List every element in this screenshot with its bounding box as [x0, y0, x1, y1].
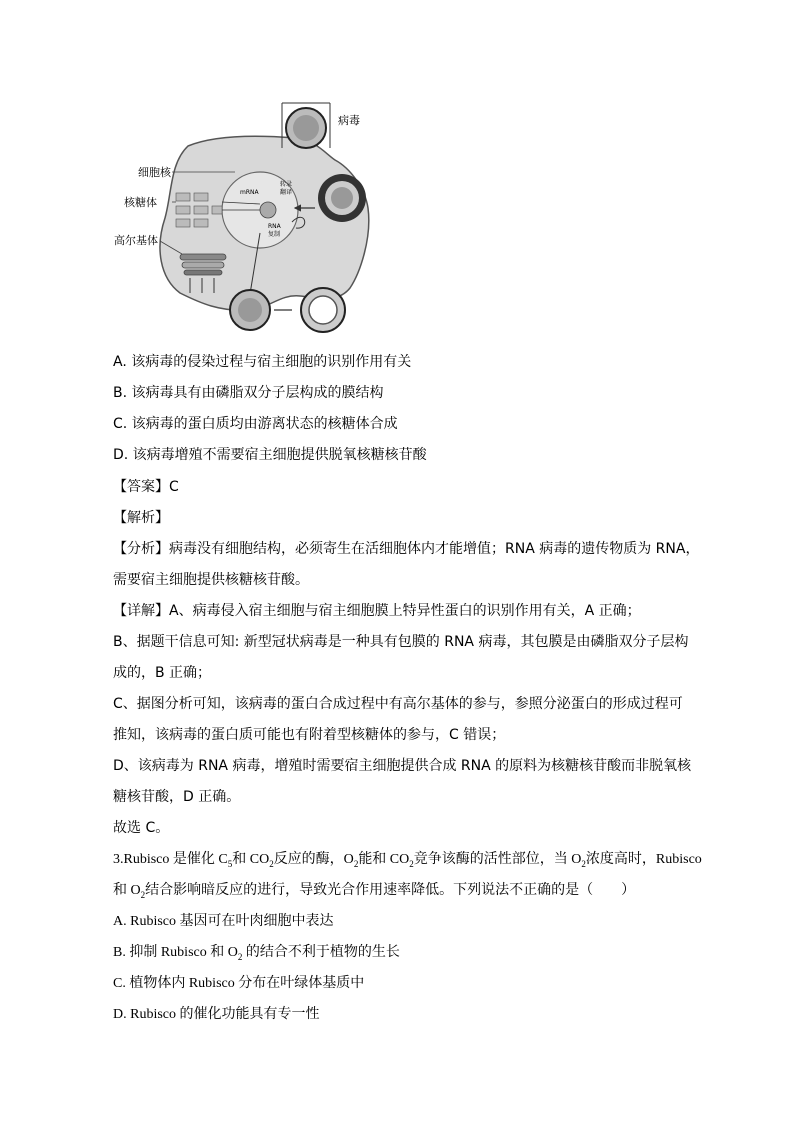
option-a: A. 该病毒的侵染过程与宿主细胞的识别作用有关 — [113, 354, 412, 370]
detail-line-7: 糖核苷酸，D 正确。 — [113, 789, 241, 805]
virus-exit-icon — [230, 290, 270, 330]
virus-infection-diagram — [110, 98, 380, 338]
answer-label: 【答案】 — [113, 479, 169, 495]
q3-option-a: A. Rubisco 基因可在叶肉细胞中表达 — [113, 914, 334, 929]
label-mrna: mRNA — [240, 189, 259, 196]
label-nucleus: 细胞核 — [138, 166, 171, 179]
question-3-line-1: 3.Rubisco 是催化 $C_5$和 $CO_2$反应的酶，$O_2$能和 $CO_2$竞争该酶的活性部位，当 $O_2$浓度高时，Rubisco — [113, 852, 702, 869]
detail-line-4: C、据图分析可知，该病毒的蛋白合成过程中有高尔基体的参与，参照分泌蛋白的形成过程可 — [113, 696, 683, 712]
virus-released-icon — [301, 288, 345, 332]
label-virus: 病毒 — [338, 114, 360, 127]
label-ribosome: 核糖体 — [124, 196, 157, 209]
virus-top-icon — [286, 108, 326, 148]
analysis-line-1: 【分析】病毒没有细胞结构，必须寄生在活细胞体内才能增值；RNA 病毒的遗传物质为 RNA， — [113, 541, 700, 557]
q3-option-d: D. Rubisco 的催化功能具有专一性 — [113, 1007, 320, 1022]
question-3-line-2: 和 $O_2$结合影响暗反应的进行，导致光合作用速率降低。下列说法不正确的是（ ） — [113, 883, 636, 900]
q3-option-c: C. 植物体内 Rubisco 分布在叶绿体基质中 — [113, 976, 365, 991]
option-c: C. 该病毒的蛋白质均由游离状态的核糖体合成 — [113, 416, 398, 432]
svg-text:复制: 复制 — [268, 231, 281, 238]
virus-entry-icon — [318, 174, 366, 222]
detail-line-1: 【详解】A、病毒侵入宿主细胞与宿主细胞膜上特异性蛋白的识别作用有关，A 正确； — [113, 603, 641, 619]
answer — [113, 477, 179, 497]
q3-option-b: B. 抑制 Rubisco 和 $O_2$ 的结合不利于植物的生长 — [113, 945, 400, 962]
option-d: D. 该病毒增殖不需要宿主细胞提供脱氧核糖核苷酸 — [113, 447, 427, 463]
label-golgi: 高尔基体 — [114, 234, 158, 247]
detail-line-6: D、该病毒为 RNA 病毒，增殖时需要宿主细胞提供合成 RNA 的原料为核糖核苷酸而非脱氧核 — [113, 758, 692, 774]
option-b: B. 该病毒具有由磷脂双分子层构成的膜结构 — [113, 385, 384, 401]
conclusion: 故选 C。 — [113, 820, 170, 836]
golgi-apparatus — [180, 254, 226, 275]
label-rna-replication: RNA — [268, 223, 281, 230]
answer-value: C — [169, 479, 179, 495]
label-transcription: 转录 — [280, 181, 293, 188]
detail-line-2: B、据题干信息可知: 新型冠状病毒是一种具有包膜的 RNA 病毒，其包膜是由磷脂双分子层构 — [113, 634, 689, 650]
detail-line-3: 成的，B 正确； — [113, 665, 212, 681]
svg-text:翻译: 翻译 — [280, 189, 293, 196]
detail-line-5: 推知，该病毒的蛋白质可能也有附着型核糖体的参与，C 错误； — [113, 727, 506, 743]
analysis-line-2: 需要宿主细胞提供核糖核苷酸。 — [113, 572, 309, 588]
analysis-title: 【解析】 — [113, 510, 169, 526]
